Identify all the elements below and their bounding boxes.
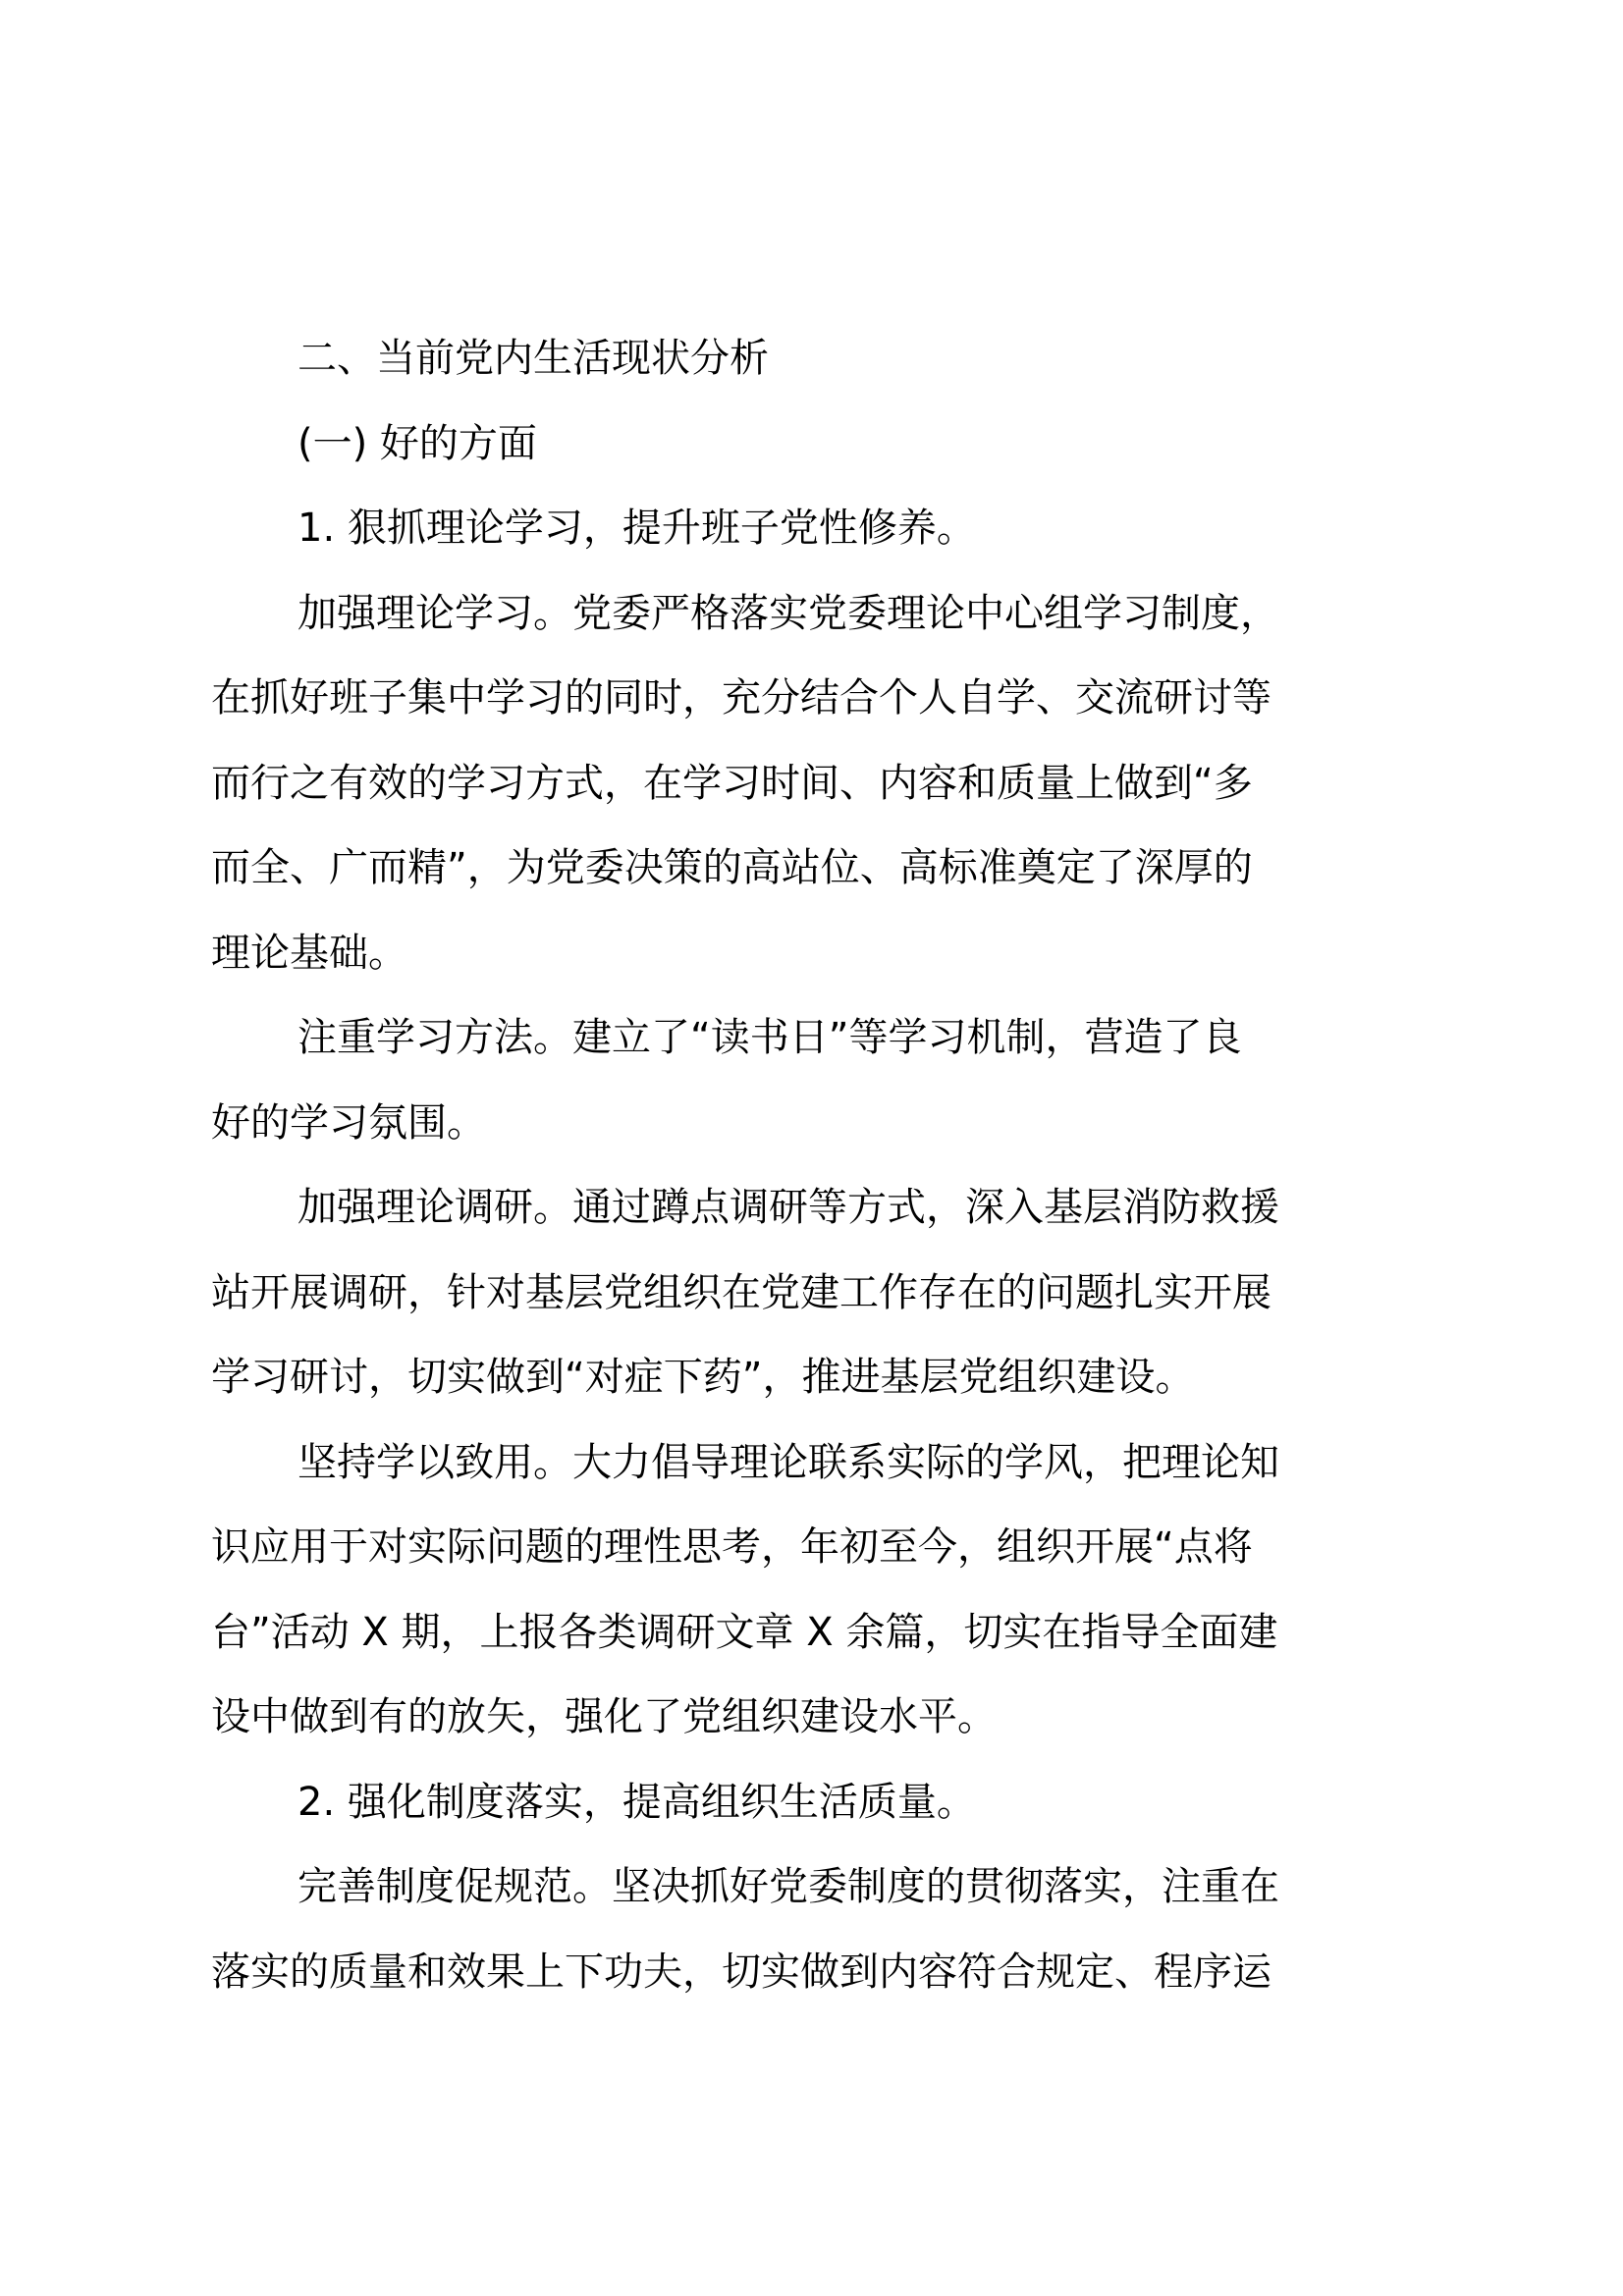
- item-heading-1: 1. 狠抓理论学习，提升班子党性修养。: [298, 506, 976, 551]
- paragraph-line: 好的学习氛围。: [211, 1099, 486, 1146]
- paragraph-line: 站开展调研，针对基层党组织在党建工作存在的问题扎实开展: [211, 1269, 1271, 1315]
- paragraph-line: 而全、广而精”，为党委决策的高站位、高标准奠定了深厚的: [211, 845, 1253, 890]
- paragraph-line: 加强理论调研。通过蹲点调研等方式，深入基层消防救援: [298, 1185, 1279, 1230]
- paragraph-line: 在抓好班子集中学习的同时，充分结合个人自学、交流研讨等: [211, 675, 1271, 721]
- paragraph-line: 坚持学以致用。大力倡导理论联系实际的学风，把理论知: [298, 1439, 1279, 1485]
- paragraph-line: 台”活动 X 期，上报各类调研文章 X 余篇，切实在指导全面建: [211, 1609, 1278, 1655]
- paragraph-line: 学习研讨，切实做到“对症下药”，推进基层党组织建设。: [211, 1355, 1195, 1400]
- item-heading-2: 2. 强化制度落实，提高组织生活质量。: [298, 1779, 976, 1825]
- paragraph-line: 理论基础。: [211, 930, 407, 976]
- document-body: [211, 316, 1424, 2014]
- paragraph-line: 设中做到有的放矢，强化了党组织建设水平。: [211, 1694, 997, 1739]
- paragraph-line: 加强理论学习。党委严格落实党委理论中心组学习制度，: [298, 590, 1279, 636]
- paragraph-line: 而行之有效的学习方式，在学习时间、内容和质量上做到“多: [211, 760, 1253, 806]
- paragraph-line: 注重学习方法。建立了“读书日”等学习机制，营造了良: [298, 1015, 1242, 1060]
- paragraph-line: 落实的质量和效果上下功夫，切实做到内容符合规定、程序运: [211, 1949, 1271, 1995]
- subsection-heading: (一) 好的方面: [298, 420, 537, 466]
- paragraph-line: 识应用于对实际问题的理性思考，年初至今，组织开展“点将: [211, 1524, 1253, 1570]
- section-heading: 二、当前党内生活现状分析: [298, 336, 769, 381]
- paragraph-line: 完善制度促规范。坚决抓好党委制度的贯彻落实，注重在: [298, 1864, 1279, 1909]
